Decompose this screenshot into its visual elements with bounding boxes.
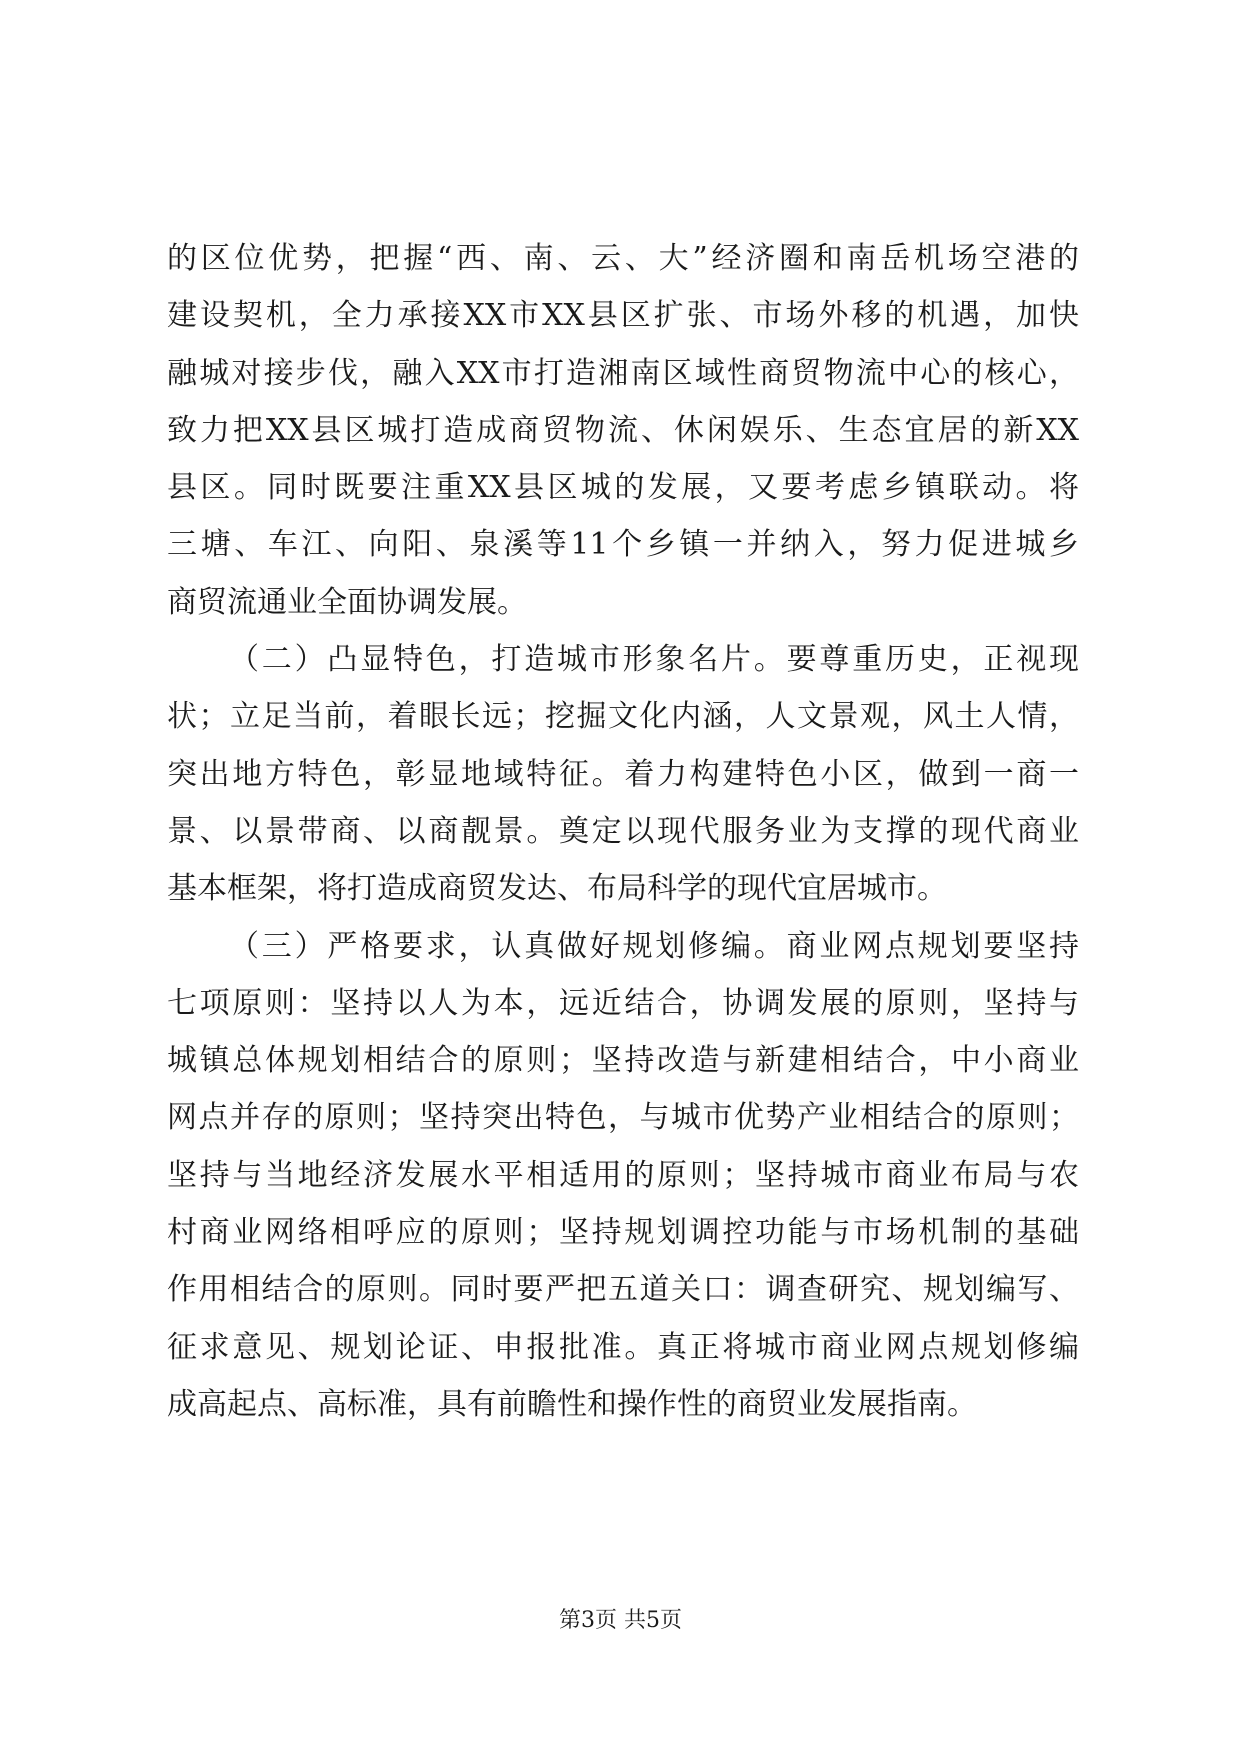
text-line: 坚持与当地经济发展水平相适用的原则；坚持城市商业布局与农 xyxy=(167,1157,1079,1193)
text-line: 状；立足当前，着眼长远；挖掘文化内涵，人文景观，风土人情， xyxy=(167,699,1079,735)
text-line: 的区位优势，把握“西、南、云、大”经济圈和南岳机场空港的 xyxy=(167,241,1079,276)
text-line: 融城对接步伐，融入XX市打造湘南区域性商贸物流中心的核心， xyxy=(167,355,1079,391)
text-line: 城镇总体规划相结合的原则；坚持改造与新建相结合，中小商业 xyxy=(167,1043,1079,1079)
text-line: 三塘、车江、向阳、泉溪等11个乡镇一并纳入，努力促进城乡 xyxy=(167,527,1079,563)
paragraph-first-line: （三）严格要求，认真做好规划修编。商业网点规划要坚持 xyxy=(229,928,1079,964)
text-line: 突出地方特色，彰显地域特征。着力构建特色小区，做到一商一 xyxy=(167,756,1079,792)
text-line: 县区。同时既要注重XX县区城的发展，又要考虑乡镇联动。将 xyxy=(167,470,1079,506)
page-footer: 第3页 共5页 xyxy=(559,1608,682,1633)
text-line: 网点并存的原则；坚持突出特色，与城市优势产业相结合的原则； xyxy=(167,1100,1079,1136)
text-line: 商贸流通业全面协调发展。 xyxy=(167,584,527,620)
text-line: 七项原则：坚持以人为本，远近结合，协调发展的原则，坚持与 xyxy=(167,985,1079,1021)
text-line: 景、以景带商、以商靓景。奠定以现代服务业为支撑的现代商业 xyxy=(167,813,1079,849)
text-line: 建设契机，全力承接XX市XX县区扩张、市场外移的机遇，加快 xyxy=(167,298,1079,334)
body-text xyxy=(167,230,1079,1433)
text-line: 基本框架，将打造成商贸发达、布局科学的现代宜居城市。 xyxy=(167,871,947,907)
text-line: 征求意见、规划论证、申报批准。真正将城市商业网点规划修编 xyxy=(167,1329,1079,1365)
text-line: 村商业网络相呼应的原则；坚持规划调控功能与市场机制的基础 xyxy=(167,1215,1079,1251)
paragraph-first-line: （二）凸显特色，打造城市形象名片。要尊重历史，正视现 xyxy=(229,642,1079,678)
text-line: 作用相结合的原则。同时要严把五道关口：调查研究、规划编写、 xyxy=(167,1272,1079,1308)
text-line: 致力把XX县区城打造成商贸物流、休闲娱乐、生态宜居的新XX xyxy=(167,412,1079,448)
text-line: 成高起点、高标准，具有前瞻性和操作性的商贸业发展指南。 xyxy=(167,1386,977,1422)
